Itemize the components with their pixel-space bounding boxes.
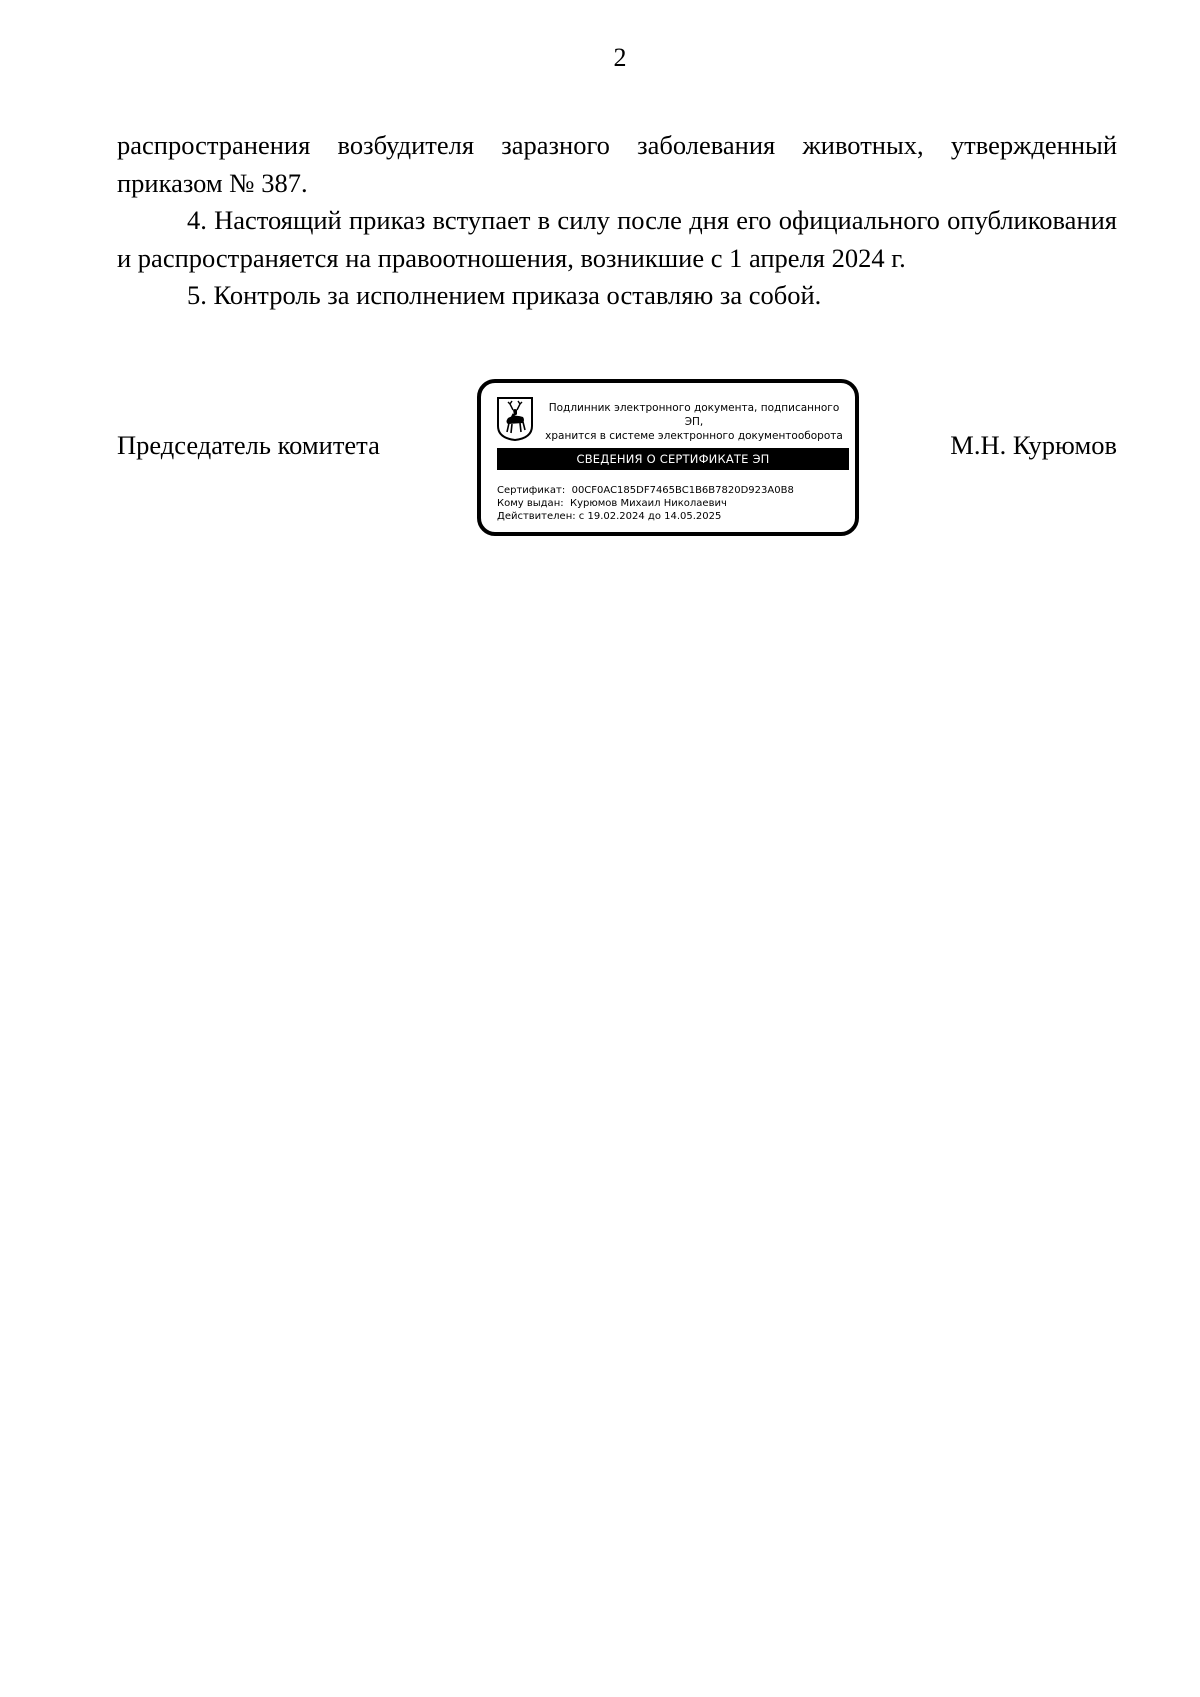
stamp-header-line-1: Подлинник электронного документа, подписанного ЭП, xyxy=(548,402,840,428)
paragraph-item-4: 4. Настоящий приказ вступает в силу после дня его официального опубликования и распространяется на правоотношения, возникшие с 1 апреля 2024 г. xyxy=(117,205,1117,273)
stamp-header xyxy=(539,401,849,443)
validity-value: с 19.02.2024 до 14.05.2025 xyxy=(578,511,722,522)
stamp-header-line-2: хранится в системе электронного документооборота xyxy=(545,430,843,442)
certificate-details xyxy=(497,484,794,523)
issued-to-row xyxy=(497,497,794,510)
certificate-label: Сертификат: xyxy=(497,485,566,496)
paragraph-continuation: распространения возбудителя заразного заболевания животных, утвержденный приказом № 387. xyxy=(117,130,1117,198)
issued-to-value: Курюмов Михаил Николаевич xyxy=(569,498,727,509)
signatory-name: М.Н. Курюмов xyxy=(950,430,1117,460)
electronic-signature-stamp xyxy=(477,379,859,536)
certificate-row xyxy=(497,484,794,497)
page-number: 2 xyxy=(613,43,627,72)
certificate-value: 00CF0AC185DF7465BC1B6B7820D923A0B8 xyxy=(571,485,794,496)
validity-row xyxy=(497,510,794,523)
certificate-info-bar: СВЕДЕНИЯ О СЕРТИФИКАТЕ ЭП xyxy=(497,448,849,470)
signatory-title: Председатель комитета xyxy=(117,430,380,460)
issued-to-label: Кому выдан: xyxy=(497,498,564,509)
validity-label: Действителен: xyxy=(497,511,576,522)
paragraph-item-5: 5. Контроль за исполнением приказа оставляю за собой. xyxy=(187,280,822,310)
document-body xyxy=(117,127,1117,315)
coat-of-arms-deer-icon xyxy=(496,396,534,442)
